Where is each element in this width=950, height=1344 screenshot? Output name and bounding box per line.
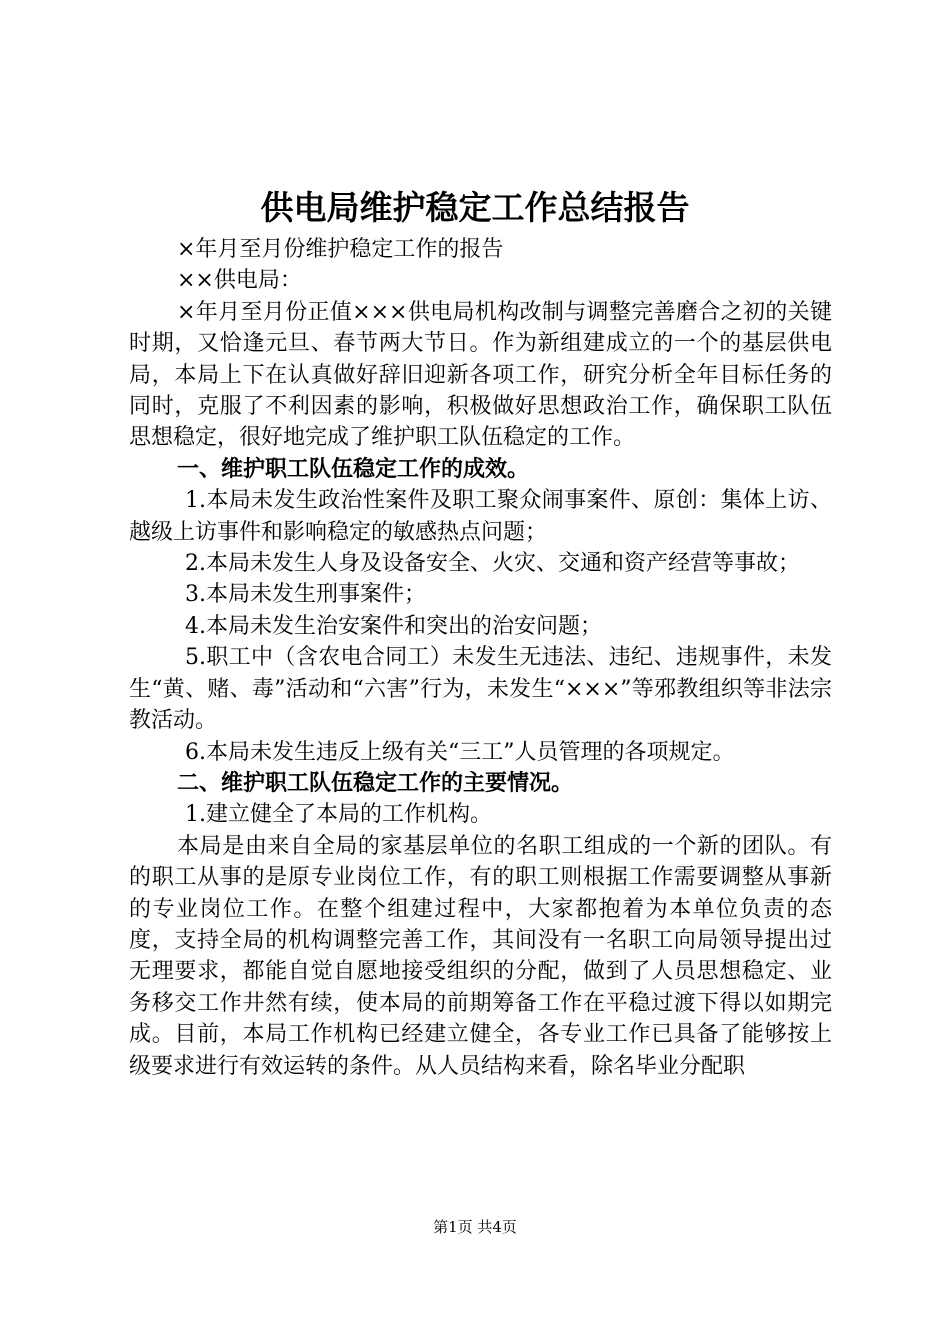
- report-subject: ×年月至月份维护稳定工作的报告: [177, 237, 504, 262]
- document-title: 供电局维护稳定工作总结报告: [260, 188, 690, 227]
- page-footer: 第1页 共4页: [433, 1218, 517, 1236]
- list-item: 3.本局未发生刑事案件；: [185, 582, 426, 608]
- section-heading-2: 二、维护职工队伍稳定工作的主要情况。: [177, 770, 574, 796]
- list-item: 1.本局未发生政治性案件及职工聚众闹事案件、原创：集体上访、越级上访事件和影响稳定的敏感热点问题；: [129, 488, 832, 545]
- list-item: 6.本局未发生违反上级有关“三工”人员管理的各项规定。: [185, 739, 735, 765]
- document-body: [129, 234, 832, 1082]
- list-item: 2.本局未发生人身及设备安全、火灾、交通和资产经营等事故；: [185, 551, 800, 577]
- list-item: 4.本局未发生治安案件和突出的治安问题；: [185, 613, 602, 639]
- intro-paragraph: ×年月至月份正值×××供电局机构改制与调整完善磨合之初的关键时期，又恰逢元旦、春节两大节日。作为新组建成立的一个的基层供电局，本局上下在认真做好辞旧迎新各项工作，研究分析全年目标任务的同时，克服了不利因素的影响，积极做好思想政治工作，确保职工队伍思想稳定，很好地完成了维护职工队伍稳定的工作。: [129, 299, 832, 451]
- salutation: ××供电局：: [177, 268, 302, 294]
- subsection-heading: 1.建立健全了本局的工作机构。: [185, 802, 492, 828]
- body-paragraph: 本局是由来自全局的家基层单位的名职工组成的一个新的团队。有的职工从事的是原专业岗位工作，有的职工则根据工作需要调整从事新的专业岗位工作。在整个组建过程中，大家都抱着为本单位负责的态度，支持全局的机构调整完善工作，其间没有一名职工向局领导提出过无理要求，都能自觉自愿地接受组织的分配，做到了人员思想稳定、业务移交工作井然有续，使本局的前期筹备工作在平稳过渡下得以如期完成。目前，本局工作机构已经建立健全，各专业工作已具备了能够按上级要求进行有效运转的条件。从人员结构来看，除名毕业分配职: [129, 833, 832, 1079]
- list-item: 5.职工中（含农电合同工）未发生无违法、违纪、违规事件，未发生“黄、赌、毒”活动和“六害”行为，未发生“×××”等邪教组织等非法宗教活动。: [129, 645, 832, 734]
- section-heading-1: 一、维护职工队伍稳定工作的成效。: [177, 456, 530, 482]
